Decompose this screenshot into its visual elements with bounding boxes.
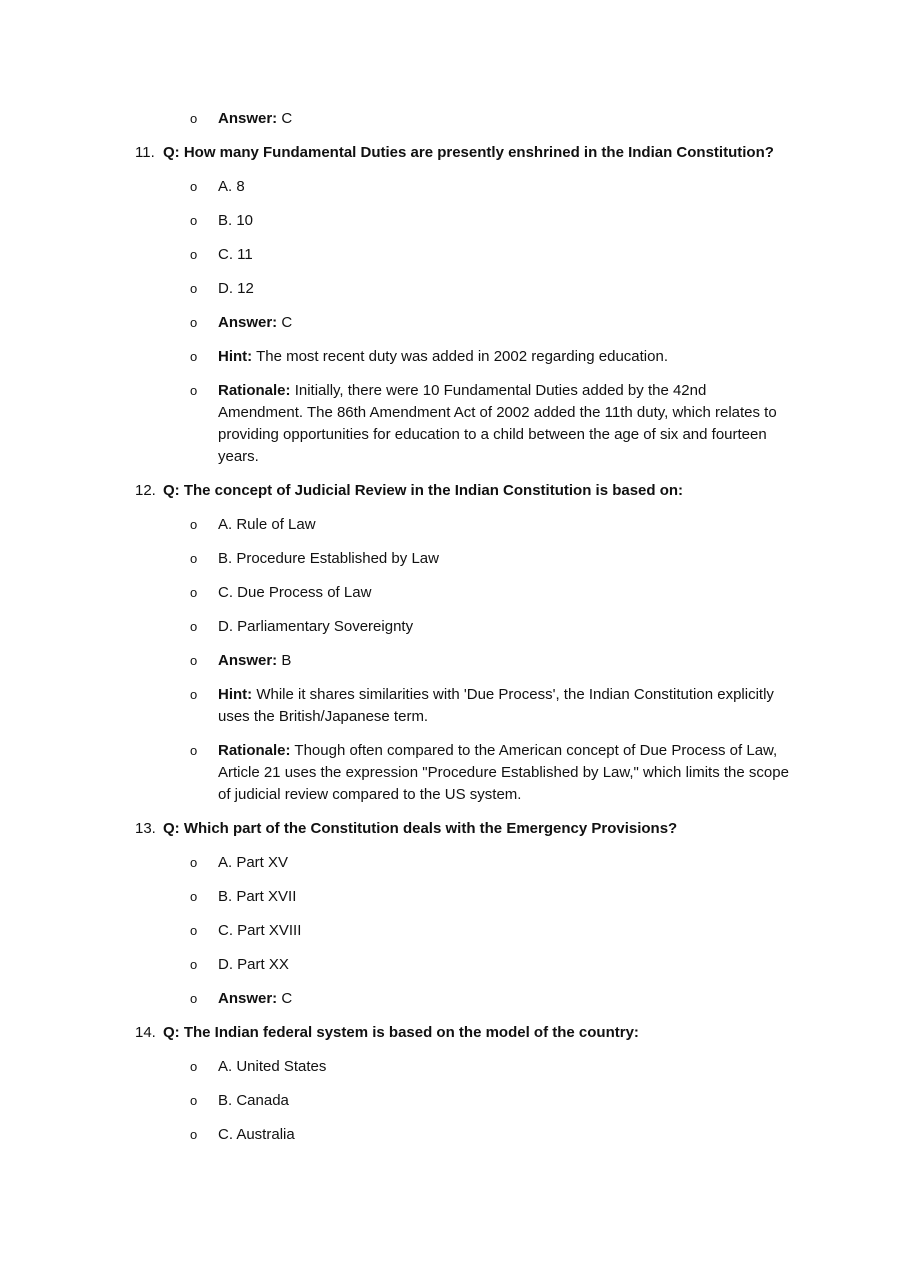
- rationale-label: Rationale:: [218, 382, 291, 399]
- option-d: [0, 278, 900, 300]
- option-text: C. Australia: [218, 1126, 295, 1143]
- option-a: [0, 176, 900, 198]
- option-text: C. Part XVIII: [218, 922, 302, 939]
- option-a: [0, 514, 900, 536]
- question-text: Q: How many Fundamental Duties are presently enshrined in the Indian Constitution?: [163, 144, 774, 161]
- answer-value: C: [281, 110, 293, 127]
- option-a: [0, 852, 900, 874]
- lead-answer-list: [0, 108, 900, 130]
- bullet-icon: o: [190, 923, 198, 938]
- bullet-icon: o: [190, 111, 198, 126]
- bullet-icon: o: [190, 855, 198, 870]
- answer-label: Answer:: [218, 110, 278, 127]
- bullet-icon: o: [190, 213, 198, 228]
- option-text: B. Canada: [218, 1092, 289, 1109]
- rationale-item: [0, 740, 900, 806]
- document-page: [0, 108, 900, 1146]
- question-14-options: [0, 1056, 900, 1146]
- bullet-icon: o: [190, 517, 198, 532]
- answer-value: C: [281, 990, 293, 1007]
- answer-item: [0, 650, 900, 672]
- rationale-text: Though often compared to the American concept of Due Process of Law, Article 21 uses the expression "Procedure Established by Law," which limits the scope of judicial review compared to the US system.: [218, 742, 789, 803]
- bullet-icon: o: [190, 889, 198, 904]
- question-text: Q: The concept of Judicial Review in the Indian Constitution is based on:: [163, 482, 684, 499]
- bullet-icon: o: [190, 179, 198, 194]
- bullet-icon: o: [190, 1127, 198, 1142]
- option-text: A. Part XV: [218, 854, 289, 871]
- bullet-icon: o: [190, 281, 198, 296]
- question-number: 13.: [135, 820, 156, 837]
- bullet-icon: o: [190, 551, 198, 566]
- bullet-icon: o: [190, 957, 198, 972]
- option-text: A. United States: [218, 1058, 327, 1075]
- question-11: [0, 142, 900, 164]
- bullet-icon: o: [190, 743, 198, 758]
- answer-label: Answer:: [218, 990, 278, 1007]
- hint-text: The most recent duty was added in 2002 regarding education.: [256, 348, 668, 365]
- option-b: [0, 210, 900, 232]
- option-c: [0, 920, 900, 942]
- bullet-icon: o: [190, 1093, 198, 1108]
- option-b: [0, 886, 900, 908]
- answer-label: Answer:: [218, 314, 278, 331]
- hint-text: While it shares similarities with 'Due Process', the Indian Constitution explicitly uses the British/Japanese term.: [218, 686, 774, 725]
- question-14: [0, 1022, 900, 1044]
- bullet-icon: o: [190, 991, 198, 1006]
- option-text: B. Part XVII: [218, 888, 297, 905]
- option-c: [0, 582, 900, 604]
- hint-label: Hint:: [218, 348, 253, 365]
- bullet-icon: o: [190, 349, 198, 364]
- bullet-icon: o: [190, 315, 198, 330]
- rationale-text: Initially, there were 10 Fundamental Duties added by the 42nd Amendment. The 86th Amendment Act of 2002 added the 11th duty, which relates to providing opportunities for education to a child between the age of six and fourteen years.: [218, 382, 777, 465]
- bullet-icon: o: [190, 687, 198, 702]
- answer-value: B: [281, 652, 292, 669]
- option-text: B. 10: [218, 212, 254, 229]
- question-text: Q: The Indian federal system is based on the model of the country:: [163, 1024, 639, 1041]
- option-b: [0, 1090, 900, 1112]
- question-number: 12.: [135, 482, 156, 499]
- bullet-icon: o: [190, 383, 198, 398]
- bullet-icon: o: [190, 619, 198, 634]
- option-d: [0, 616, 900, 638]
- question-number: 14.: [135, 1024, 156, 1041]
- option-c: [0, 244, 900, 266]
- option-text: D. Parliamentary Sovereignty: [218, 618, 414, 635]
- option-text: A. 8: [218, 178, 245, 195]
- bullet-icon: o: [190, 653, 198, 668]
- option-b: [0, 548, 900, 570]
- answer-item: [0, 108, 900, 130]
- bullet-icon: o: [190, 247, 198, 262]
- question-text: Q: Which part of the Constitution deals with the Emergency Provisions?: [163, 820, 678, 837]
- answer-value: C: [281, 314, 293, 331]
- question-13: [0, 818, 900, 840]
- answer-item: [0, 312, 900, 334]
- answer-label: Answer:: [218, 652, 278, 669]
- option-text: D. Part XX: [218, 956, 289, 973]
- option-d: [0, 954, 900, 976]
- bullet-icon: o: [190, 585, 198, 600]
- hint-label: Hint:: [218, 686, 253, 703]
- hint-item: [0, 346, 900, 368]
- option-c: [0, 1124, 900, 1146]
- rationale-item: [0, 380, 900, 468]
- option-a: [0, 1056, 900, 1078]
- option-text: C. Due Process of Law: [218, 584, 372, 601]
- option-text: B. Procedure Established by Law: [218, 550, 439, 567]
- answer-item: [0, 988, 900, 1010]
- question-12-options: [0, 514, 900, 806]
- hint-item: [0, 684, 900, 728]
- bullet-icon: o: [190, 1059, 198, 1074]
- rationale-label: Rationale:: [218, 742, 291, 759]
- question-13-options: [0, 852, 900, 1010]
- option-text: D. 12: [218, 280, 254, 297]
- option-text: A. Rule of Law: [218, 516, 316, 533]
- question-11-options: [0, 176, 900, 468]
- option-text: C. 11: [218, 246, 253, 263]
- question-12: [0, 480, 900, 502]
- question-number: 11.: [135, 144, 155, 161]
